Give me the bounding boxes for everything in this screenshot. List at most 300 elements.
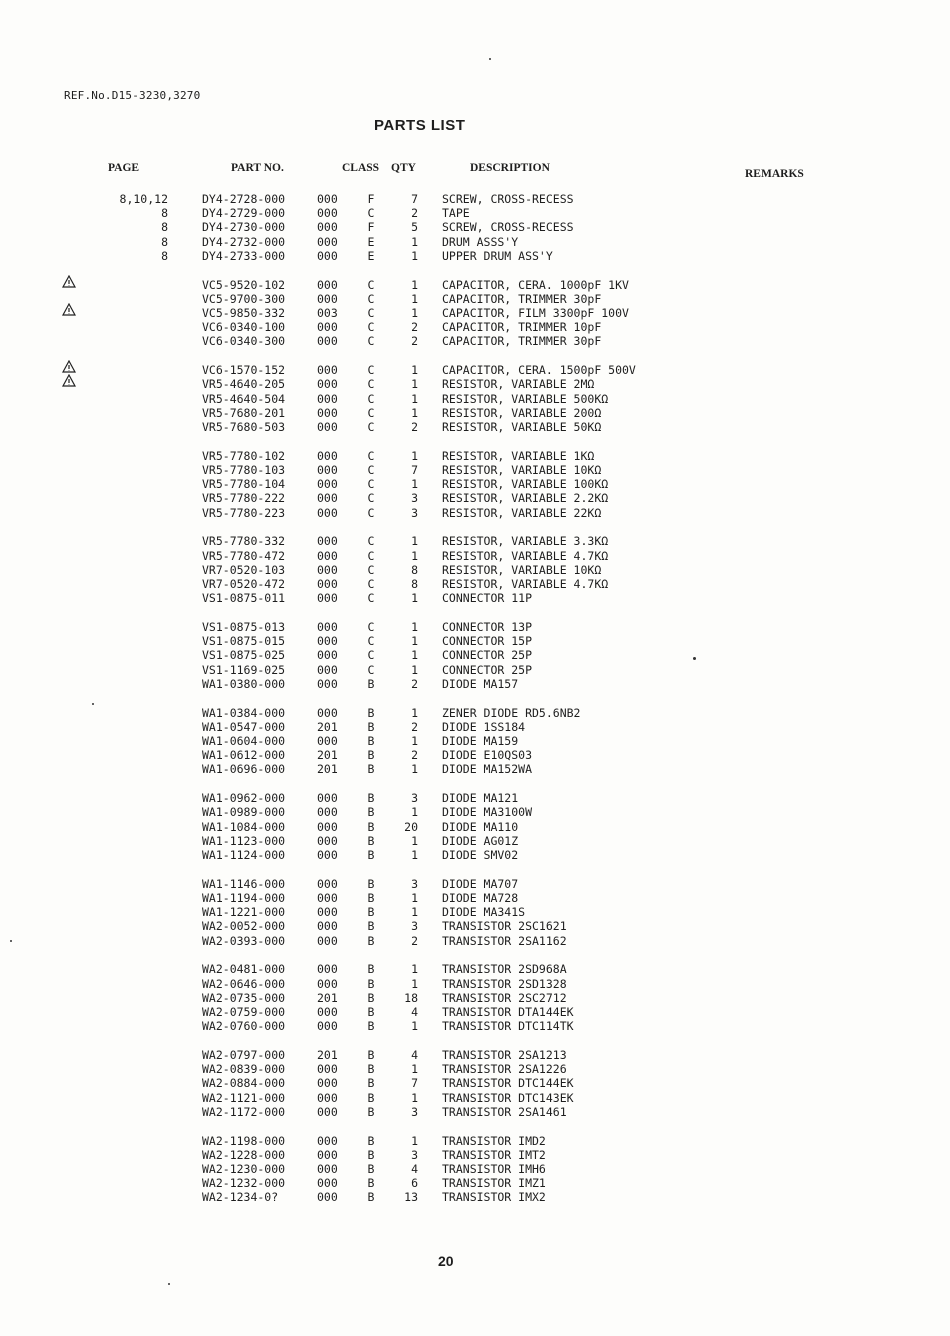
class-cell: B <box>367 919 375 934</box>
class-cell: B <box>367 1104 375 1119</box>
table-row <box>0 1148 950 1162</box>
variant-cell: 000 <box>317 448 338 463</box>
qty-cell: 2 <box>411 320 418 335</box>
header-description: DESCRIPTION <box>470 162 550 174</box>
table-row <box>0 477 950 491</box>
description-cell: RESISTOR, VARIABLE 22KΩ <box>442 505 602 520</box>
variant-cell: 000 <box>317 548 338 563</box>
qty-cell: 1 <box>411 377 418 392</box>
description-cell: CONNECTOR 25P <box>442 662 533 677</box>
qty-cell: 4 <box>411 1162 418 1176</box>
part-number-cell: VR5-7780-223 <box>202 505 286 520</box>
part-number-cell: VR5-7780-103 <box>202 463 286 477</box>
qty-cell: 2 <box>411 206 418 221</box>
description-cell: SCREW, CROSS-RECESS <box>442 220 574 235</box>
part-number-cell: WA1-1194-000 <box>202 891 286 905</box>
description-cell: CONNECTOR 11P <box>442 591 533 606</box>
class-cell: C <box>367 548 375 563</box>
qty-cell: 1 <box>411 234 418 249</box>
qty-cell: 2 <box>411 420 418 434</box>
table-row <box>0 991 950 1005</box>
description-cell: CONNECTOR 15P <box>442 634 533 649</box>
qty-cell: 1 <box>411 662 418 677</box>
variant-cell: 000 <box>317 1190 338 1205</box>
variant-cell: 201 <box>317 1048 338 1062</box>
class-cell: C <box>367 277 375 292</box>
description-cell: TRANSISTOR DTA144EK <box>442 1005 574 1019</box>
variant-cell: 000 <box>317 206 338 221</box>
variant-cell: 000 <box>317 1090 338 1105</box>
qty-cell: 1 <box>411 705 418 720</box>
variant-cell: 000 <box>317 505 338 520</box>
class-cell: B <box>367 905 375 920</box>
qty-cell: 1 <box>411 976 418 991</box>
qty-cell: 1 <box>411 291 418 306</box>
class-cell: C <box>367 320 375 335</box>
class-cell: B <box>367 990 375 1005</box>
description-cell: DIODE MA110 <box>442 819 519 834</box>
qty-cell: 2 <box>411 933 418 948</box>
variant-cell: 000 <box>317 962 338 977</box>
variant-cell: 000 <box>317 291 338 306</box>
qty-cell: 1 <box>411 1019 418 1034</box>
part-number-cell: WA1-1146-000 <box>202 876 286 891</box>
description-cell: RESISTOR, VARIABLE 1KΩ <box>442 448 595 463</box>
safety-warning-icon <box>62 374 76 387</box>
description-cell: SCREW, CROSS-RECESS <box>442 192 574 206</box>
qty-cell: 1 <box>411 548 418 563</box>
table-row <box>0 1176 950 1190</box>
scan-speck <box>92 703 94 705</box>
qty-cell: 1 <box>411 734 418 748</box>
table-row <box>0 905 950 919</box>
header-qty: QTY <box>391 162 416 174</box>
part-number-cell: WA1-1084-000 <box>202 819 286 834</box>
table-row <box>0 962 950 976</box>
class-cell: B <box>367 791 375 806</box>
variant-cell: 000 <box>317 891 338 905</box>
qty-cell: 3 <box>411 919 418 934</box>
table-row <box>0 292 950 306</box>
qty-cell: 7 <box>411 463 418 477</box>
safety-warning-icon <box>62 360 76 373</box>
variant-cell: 000 <box>317 1062 338 1077</box>
qty-cell: 1 <box>411 1133 418 1148</box>
table-row <box>0 1162 950 1176</box>
part-number-cell: WA1-0604-000 <box>202 734 286 748</box>
part-number-cell: WA2-1232-000 <box>202 1176 286 1191</box>
part-number-cell: VR7-0520-472 <box>202 577 286 591</box>
page-cell: 8 <box>161 234 168 249</box>
description-cell: TRANSISTOR IMD2 <box>442 1133 546 1148</box>
scan-speck <box>693 657 696 660</box>
part-number-cell: WA2-1228-000 <box>202 1147 286 1162</box>
table-row <box>0 420 950 434</box>
part-number-cell: WA1-1221-000 <box>202 905 286 920</box>
table-row <box>0 591 950 605</box>
part-number-cell: VR5-7780-102 <box>202 448 286 463</box>
part-number-cell: WA2-0646-000 <box>202 976 286 991</box>
variant-cell: 000 <box>317 819 338 834</box>
qty-cell: 7 <box>411 1076 418 1091</box>
qty-cell: 4 <box>411 1005 418 1019</box>
table-row <box>0 734 950 748</box>
part-number-cell: WA2-0797-000 <box>202 1048 286 1062</box>
variant-cell: 000 <box>317 405 338 420</box>
part-number-cell: VR5-7780-332 <box>202 534 286 549</box>
part-number-cell: WA1-1124-000 <box>202 848 286 862</box>
variant-cell: 000 <box>317 833 338 848</box>
qty-cell: 1 <box>411 762 418 777</box>
table-row <box>0 791 950 805</box>
description-cell: DIODE MA3100W <box>442 805 533 820</box>
class-cell: B <box>367 976 375 991</box>
description-cell: CAPACITOR, TRIMMER 10pF <box>442 320 602 335</box>
part-number-cell: VC6-1570-152 <box>202 363 286 378</box>
qty-cell: 1 <box>411 477 418 492</box>
part-number-cell: DY4-2733-000 <box>202 248 286 263</box>
table-row <box>0 377 950 391</box>
description-cell: TRANSISTOR 2SC1621 <box>442 919 567 934</box>
table-row <box>0 848 950 862</box>
variant-cell: 000 <box>317 933 338 948</box>
qty-cell: 8 <box>411 562 418 577</box>
table-row <box>0 392 950 406</box>
scan-speck <box>489 58 491 60</box>
class-cell: C <box>367 291 375 306</box>
part-number-cell: WA2-0393-000 <box>202 933 286 948</box>
variant-cell: 000 <box>317 1133 338 1148</box>
table-row <box>0 1076 950 1090</box>
table-row <box>0 406 950 420</box>
part-number-cell: WA2-0760-000 <box>202 1019 286 1034</box>
qty-cell: 1 <box>411 534 418 549</box>
table-row <box>0 192 950 206</box>
variant-cell: 000 <box>317 320 338 335</box>
part-number-cell: VR5-7780-472 <box>202 548 286 563</box>
part-number-cell: VS1-0875-011 <box>202 591 286 606</box>
description-cell: DIODE 1SS184 <box>442 719 526 734</box>
qty-cell: 1 <box>411 1062 418 1077</box>
variant-cell: 000 <box>317 976 338 991</box>
class-cell: C <box>367 534 375 549</box>
qty-cell: 1 <box>411 591 418 606</box>
qty-cell: 3 <box>411 876 418 891</box>
table-row <box>0 762 950 776</box>
qty-cell: 7 <box>411 192 418 206</box>
variant-cell: 201 <box>317 748 338 763</box>
part-number-cell: WA1-0547-000 <box>202 719 286 734</box>
class-cell: C <box>367 463 375 477</box>
reference-number: REF.No.D15-3230,3270 <box>64 89 201 102</box>
description-cell: TRANSISTOR 2SA1226 <box>442 1062 567 1077</box>
table-row <box>0 1105 950 1119</box>
table-row <box>0 1062 950 1076</box>
variant-cell: 000 <box>317 420 338 434</box>
qty-cell: 13 <box>404 1190 418 1205</box>
variant-cell: 000 <box>317 591 338 606</box>
qty-cell: 18 <box>404 990 418 1005</box>
description-cell: DIODE MA707 <box>442 876 519 891</box>
table-row <box>0 220 950 234</box>
description-cell: TRANSISTOR IMZ1 <box>442 1176 546 1191</box>
class-cell: B <box>367 1019 375 1034</box>
class-cell: C <box>367 405 375 420</box>
qty-cell: 1 <box>411 848 418 862</box>
table-row <box>0 1048 950 1062</box>
table-row <box>0 805 950 819</box>
part-number-cell: WA1-0380-000 <box>202 676 286 691</box>
description-cell: RESISTOR, VARIABLE 10KΩ <box>442 562 602 577</box>
qty-cell: 2 <box>411 748 418 763</box>
qty-cell: 6 <box>411 1176 418 1191</box>
page-cell: 8 <box>161 220 168 235</box>
class-cell: C <box>367 363 375 378</box>
qty-cell: 1 <box>411 448 418 463</box>
part-number-cell: WA1-0612-000 <box>202 748 286 763</box>
page-cell: 8 <box>161 248 168 263</box>
variant-cell: 000 <box>317 805 338 820</box>
description-cell: RESISTOR, VARIABLE 4.7KΩ <box>442 577 609 591</box>
class-cell: C <box>367 391 375 406</box>
header-remarks: REMARKS <box>745 168 804 180</box>
qty-cell: 1 <box>411 248 418 263</box>
class-cell: C <box>367 620 375 634</box>
table-row <box>0 620 950 634</box>
class-cell: E <box>367 248 375 263</box>
description-cell: CAPACITOR, CERA. 1500pF 500V <box>442 363 636 378</box>
table-row <box>0 1019 950 1033</box>
table-row <box>0 1091 950 1105</box>
description-cell: CONNECTOR 25P <box>442 648 533 663</box>
class-cell: B <box>367 933 375 948</box>
class-cell: B <box>367 1062 375 1077</box>
description-cell: TRANSISTOR DTC114TK <box>442 1019 574 1034</box>
part-number-cell: WA2-0735-000 <box>202 990 286 1005</box>
table-row <box>0 919 950 933</box>
part-number-cell: VC6-0340-300 <box>202 334 286 349</box>
safety-warning-icon <box>62 275 76 288</box>
qty-cell: 3 <box>411 1147 418 1162</box>
part-number-cell: WA2-0481-000 <box>202 962 286 977</box>
description-cell: DIODE MA159 <box>442 734 519 748</box>
table-row <box>0 363 950 377</box>
variant-cell: 000 <box>317 562 338 577</box>
class-cell: C <box>367 562 375 577</box>
part-number-cell: WA2-1198-000 <box>202 1133 286 1148</box>
description-cell: TRANSISTOR IMX2 <box>442 1190 546 1205</box>
variant-cell: 000 <box>317 1162 338 1176</box>
table-row <box>0 934 950 948</box>
variant-cell: 000 <box>317 662 338 677</box>
class-cell: C <box>367 591 375 606</box>
qty-cell: 1 <box>411 962 418 977</box>
qty-cell: 1 <box>411 833 418 848</box>
description-cell: DIODE MA728 <box>442 891 519 905</box>
qty-cell: 3 <box>411 491 418 506</box>
variant-cell: 000 <box>317 334 338 349</box>
table-row <box>0 1134 950 1148</box>
table-row <box>0 677 950 691</box>
part-number-cell: VC5-9850-332 <box>202 306 286 320</box>
description-cell: TRANSISTOR IMH6 <box>442 1162 546 1176</box>
table-row <box>0 648 950 662</box>
part-number-cell: VS1-1169-025 <box>202 662 286 677</box>
description-cell: TRANSISTOR DTC144EK <box>442 1076 574 1091</box>
variant-cell: 000 <box>317 363 338 378</box>
class-cell: B <box>367 819 375 834</box>
variant-cell: 000 <box>317 1019 338 1034</box>
description-cell: TRANSISTOR 2SD1328 <box>442 976 567 991</box>
part-number-cell: VC6-0340-100 <box>202 320 286 335</box>
variant-cell: 000 <box>317 391 338 406</box>
variant-cell: 000 <box>317 463 338 477</box>
variant-cell: 000 <box>317 577 338 591</box>
qty-cell: 1 <box>411 891 418 905</box>
variant-cell: 201 <box>317 990 338 1005</box>
table-row <box>0 663 950 677</box>
class-cell: B <box>367 1147 375 1162</box>
qty-cell: 5 <box>411 220 418 235</box>
class-cell: E <box>367 234 375 249</box>
qty-cell: 1 <box>411 634 418 649</box>
description-cell: TRANSISTOR 2SD968A <box>442 962 567 977</box>
page-cell: 8,10,12 <box>119 192 168 206</box>
qty-cell: 3 <box>411 505 418 520</box>
part-number-cell: VC5-9520-102 <box>202 277 286 292</box>
table-row <box>0 249 950 263</box>
variant-cell: 000 <box>317 676 338 691</box>
description-cell: TAPE <box>442 206 470 221</box>
part-number-cell: WA1-0989-000 <box>202 805 286 820</box>
description-cell: DIODE MA152WA <box>442 762 533 777</box>
table-row <box>0 634 950 648</box>
table-row <box>0 491 950 505</box>
qty-cell: 1 <box>411 306 418 320</box>
class-cell: C <box>367 448 375 463</box>
description-cell: DIODE MA157 <box>442 676 519 691</box>
variant-cell: 201 <box>317 762 338 777</box>
class-cell: B <box>367 891 375 905</box>
description-cell: DIODE E10QS03 <box>442 748 533 763</box>
description-cell: DIODE MA341S <box>442 905 526 920</box>
description-cell: TRANSISTOR IMT2 <box>442 1147 546 1162</box>
qty-cell: 20 <box>404 819 418 834</box>
table-row <box>0 549 950 563</box>
class-cell: B <box>367 734 375 748</box>
part-number-cell: WA2-0759-000 <box>202 1005 286 1019</box>
page-number: 20 <box>438 1253 454 1269</box>
class-cell: B <box>367 1076 375 1091</box>
class-cell: B <box>367 705 375 720</box>
table-row <box>0 706 950 720</box>
description-cell: RESISTOR, VARIABLE 500KΩ <box>442 391 609 406</box>
class-cell: C <box>367 491 375 506</box>
part-number-cell: WA2-0884-000 <box>202 1076 286 1091</box>
table-row <box>0 206 950 220</box>
part-number-cell: VS1-0875-025 <box>202 648 286 663</box>
class-cell: B <box>367 719 375 734</box>
qty-cell: 1 <box>411 905 418 920</box>
description-cell: UPPER DRUM ASS'Y <box>442 248 553 263</box>
variant-cell: 000 <box>317 1176 338 1191</box>
qty-cell: 8 <box>411 577 418 591</box>
qty-cell: 3 <box>411 791 418 806</box>
part-number-cell: WA2-0839-000 <box>202 1062 286 1077</box>
description-cell: CAPACITOR, CERA. 1000pF 1KV <box>442 277 629 292</box>
header-part-no: PART NO. <box>231 162 284 174</box>
table-row <box>0 1005 950 1019</box>
variant-cell: 000 <box>317 1104 338 1119</box>
qty-cell: 4 <box>411 1048 418 1062</box>
variant-cell: 000 <box>317 634 338 649</box>
page-cell: 8 <box>161 206 168 221</box>
variant-cell: 201 <box>317 719 338 734</box>
qty-cell: 2 <box>411 719 418 734</box>
class-cell: C <box>367 662 375 677</box>
part-number-cell: DY4-2730-000 <box>202 220 286 235</box>
class-cell: B <box>367 833 375 848</box>
description-cell: TRANSISTOR 2SC2712 <box>442 990 567 1005</box>
part-number-cell: VS1-0875-013 <box>202 620 286 634</box>
variant-cell: 000 <box>317 734 338 748</box>
variant-cell: 000 <box>317 919 338 934</box>
variant-cell: 000 <box>317 220 338 235</box>
class-cell: C <box>367 634 375 649</box>
description-cell: DRUM ASSS'Y <box>442 234 519 249</box>
qty-cell: 1 <box>411 1090 418 1105</box>
table-row <box>0 320 950 334</box>
part-number-cell: VR5-7680-201 <box>202 405 286 420</box>
class-cell: F <box>367 192 375 206</box>
description-cell: RESISTOR, VARIABLE 10KΩ <box>442 463 602 477</box>
table-row <box>0 449 950 463</box>
table-row <box>0 463 950 477</box>
part-number-cell: VS1-0875-015 <box>202 634 286 649</box>
class-cell: B <box>367 1190 375 1205</box>
class-cell: C <box>367 377 375 392</box>
class-cell: C <box>367 206 375 221</box>
table-row <box>0 577 950 591</box>
variant-cell: 000 <box>317 248 338 263</box>
table-row <box>0 720 950 734</box>
table-row <box>0 563 950 577</box>
description-cell: TRANSISTOR 2SA1162 <box>442 933 567 948</box>
class-cell: B <box>367 876 375 891</box>
description-cell: RESISTOR, VARIABLE 3.3KΩ <box>442 534 609 549</box>
header-page: PAGE <box>108 162 140 174</box>
page-title: PARTS LIST <box>374 117 466 134</box>
description-cell: ZENER DIODE RD5.6NB2 <box>442 705 581 720</box>
part-number-cell: VR7-0520-103 <box>202 562 286 577</box>
qty-cell: 1 <box>411 363 418 378</box>
table-row <box>0 278 950 292</box>
class-cell: B <box>367 1005 375 1019</box>
class-cell: C <box>367 334 375 349</box>
part-number-cell: VR5-7780-104 <box>202 477 286 492</box>
class-cell: C <box>367 648 375 663</box>
description-cell: CONNECTOR 13P <box>442 620 533 634</box>
qty-cell: 1 <box>411 620 418 634</box>
variant-cell: 000 <box>317 848 338 862</box>
table-row <box>0 235 950 249</box>
part-number-cell: WA2-1121-000 <box>202 1090 286 1105</box>
table-row <box>0 820 950 834</box>
description-cell: TRANSISTOR 2SA1461 <box>442 1104 567 1119</box>
variant-cell: 000 <box>317 277 338 292</box>
class-cell: B <box>367 962 375 977</box>
part-number-cell: WA2-1234-0? <box>202 1190 279 1205</box>
